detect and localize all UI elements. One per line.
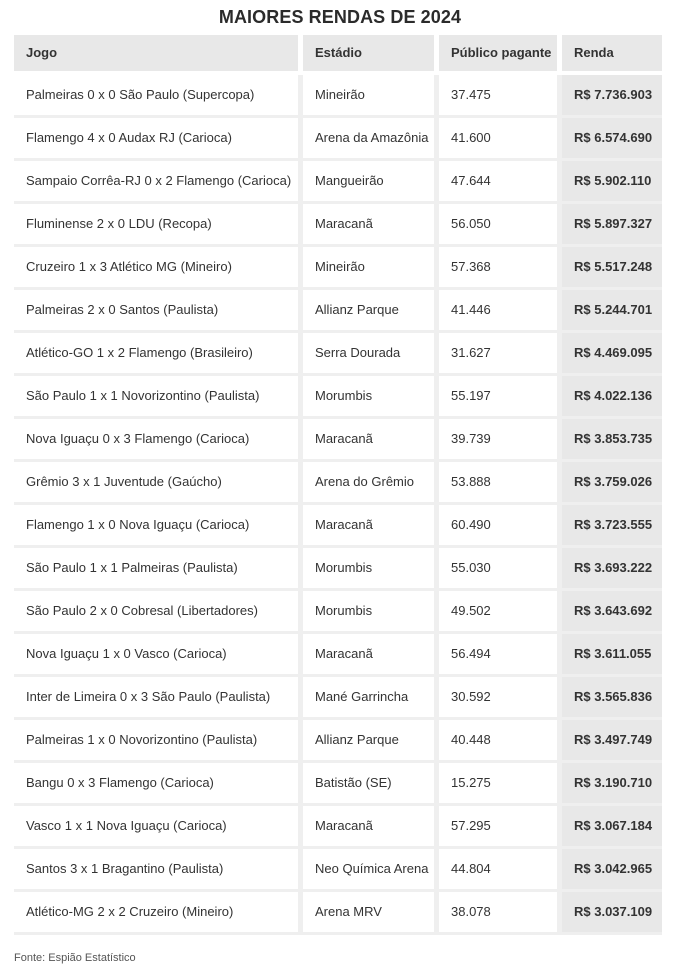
match-cell: São Paulo 1 x 1 Palmeiras (Paulista) xyxy=(14,548,298,588)
attendance-cell: 30.592 xyxy=(439,677,557,717)
stadium-cell: Serra Dourada xyxy=(303,333,434,373)
table-row xyxy=(14,247,662,287)
attendance-cell: 38.078 xyxy=(439,892,557,932)
revenue-cell: R$ 7.736.903 xyxy=(562,75,662,115)
column-header-renda: Renda xyxy=(562,35,662,71)
stadium-cell: Batistão (SE) xyxy=(303,763,434,803)
table-header-row xyxy=(14,35,662,71)
stadium-cell: Mineirão xyxy=(303,247,434,287)
attendance-cell: 40.448 xyxy=(439,720,557,760)
table-row xyxy=(14,591,662,631)
revenue-cell: R$ 3.693.222 xyxy=(562,548,662,588)
match-cell: Cruzeiro 1 x 3 Atlético MG (Mineiro) xyxy=(14,247,298,287)
match-cell: Flamengo 4 x 0 Audax RJ (Carioca) xyxy=(14,118,298,158)
table-row xyxy=(14,204,662,244)
table-row xyxy=(14,677,662,717)
revenue-cell: R$ 5.517.248 xyxy=(562,247,662,287)
attendance-cell: 55.197 xyxy=(439,376,557,416)
revenue-cell: R$ 3.759.026 xyxy=(562,462,662,502)
attendance-cell: 49.502 xyxy=(439,591,557,631)
revenue-cell: R$ 5.902.110 xyxy=(562,161,662,201)
stadium-cell: Arena do Grêmio xyxy=(303,462,434,502)
match-cell: Nova Iguaçu 0 x 3 Flamengo (Carioca) xyxy=(14,419,298,459)
match-cell: Bangu 0 x 3 Flamengo (Carioca) xyxy=(14,763,298,803)
revenue-cell: R$ 5.897.327 xyxy=(562,204,662,244)
table-row xyxy=(14,806,662,846)
revenue-cell: R$ 3.042.965 xyxy=(562,849,662,889)
match-cell: São Paulo 2 x 0 Cobresal (Libertadores) xyxy=(14,591,298,631)
stadium-cell: Arena da Amazônia xyxy=(303,118,434,158)
stadium-cell: Arena MRV xyxy=(303,892,434,932)
stadium-cell: Maracanã xyxy=(303,806,434,846)
attendance-cell: 56.494 xyxy=(439,634,557,674)
attendance-cell: 53.888 xyxy=(439,462,557,502)
attendance-cell: 31.627 xyxy=(439,333,557,373)
attendance-cell: 47.644 xyxy=(439,161,557,201)
revenue-cell: R$ 3.497.749 xyxy=(562,720,662,760)
attendance-cell: 15.275 xyxy=(439,763,557,803)
table-row xyxy=(14,290,662,330)
source-credit: Fonte: Espião Estatístico xyxy=(14,952,136,964)
match-cell: Fluminense 2 x 0 LDU (Recopa) xyxy=(14,204,298,244)
stadium-cell: Allianz Parque xyxy=(303,290,434,330)
revenue-cell: R$ 4.022.136 xyxy=(562,376,662,416)
stadium-cell: Maracanã xyxy=(303,505,434,545)
stadium-cell: Mangueirão xyxy=(303,161,434,201)
match-cell: Sampaio Corrêa-RJ 0 x 2 Flamengo (Carioca) xyxy=(14,161,298,201)
match-cell: Flamengo 1 x 0 Nova Iguaçu (Carioca) xyxy=(14,505,298,545)
match-cell: Atlético-GO 1 x 2 Flamengo (Brasileiro) xyxy=(14,333,298,373)
attendance-cell: 55.030 xyxy=(439,548,557,588)
column-header-publico: Público pagante xyxy=(439,35,557,71)
match-cell: Nova Iguaçu 1 x 0 Vasco (Carioca) xyxy=(14,634,298,674)
table-row xyxy=(14,118,662,158)
stadium-cell: Morumbis xyxy=(303,376,434,416)
table-row xyxy=(14,548,662,588)
table-row xyxy=(14,419,662,459)
column-header-jogo: Jogo xyxy=(14,35,298,71)
match-cell: Palmeiras 2 x 0 Santos (Paulista) xyxy=(14,290,298,330)
table-row xyxy=(14,462,662,502)
revenue-cell: R$ 3.723.555 xyxy=(562,505,662,545)
match-cell: Grêmio 3 x 1 Juventude (Gaúcho) xyxy=(14,462,298,502)
table-row xyxy=(14,720,662,760)
table-row xyxy=(14,161,662,201)
table-row xyxy=(14,75,662,115)
attendance-cell: 37.475 xyxy=(439,75,557,115)
table-row xyxy=(14,763,662,803)
revenue-cell: R$ 3.611.055 xyxy=(562,634,662,674)
match-cell: Inter de Limeira 0 x 3 São Paulo (Paulista) xyxy=(14,677,298,717)
revenue-cell: R$ 4.469.095 xyxy=(562,333,662,373)
page-title: MAIORES RENDAS DE 2024 xyxy=(218,7,462,27)
table-body xyxy=(14,75,662,935)
stadium-cell: Mineirão xyxy=(303,75,434,115)
attendance-cell: 41.446 xyxy=(439,290,557,330)
revenues-table xyxy=(14,35,662,935)
revenue-cell: R$ 3.565.836 xyxy=(562,677,662,717)
match-cell: Santos 3 x 1 Bragantino (Paulista) xyxy=(14,849,298,889)
table-row xyxy=(14,634,662,674)
stadium-cell: Morumbis xyxy=(303,548,434,588)
stadium-cell: Maracanã xyxy=(303,634,434,674)
revenue-cell: R$ 6.574.690 xyxy=(562,118,662,158)
revenue-cell: R$ 5.244.701 xyxy=(562,290,662,330)
match-cell: Vasco 1 x 1 Nova Iguaçu (Carioca) xyxy=(14,806,298,846)
attendance-cell: 41.600 xyxy=(439,118,557,158)
stadium-cell: Maracanã xyxy=(303,204,434,244)
match-cell: Palmeiras 1 x 0 Novorizontino (Paulista) xyxy=(14,720,298,760)
table-row xyxy=(14,849,662,889)
revenue-cell: R$ 3.037.109 xyxy=(562,892,662,932)
stadium-cell: Allianz Parque xyxy=(303,720,434,760)
attendance-cell: 44.804 xyxy=(439,849,557,889)
attendance-cell: 57.368 xyxy=(439,247,557,287)
match-cell: São Paulo 1 x 1 Novorizontino (Paulista) xyxy=(14,376,298,416)
attendance-cell: 56.050 xyxy=(439,204,557,244)
revenue-cell: R$ 3.067.184 xyxy=(562,806,662,846)
revenue-cell: R$ 3.643.692 xyxy=(562,591,662,631)
table-row xyxy=(14,333,662,373)
revenue-cell: R$ 3.190.710 xyxy=(562,763,662,803)
stadium-cell: Maracanã xyxy=(303,419,434,459)
match-cell: Atlético-MG 2 x 2 Cruzeiro (Mineiro) xyxy=(14,892,298,932)
table-row xyxy=(14,505,662,545)
attendance-cell: 60.490 xyxy=(439,505,557,545)
stadium-cell: Neo Química Arena xyxy=(303,849,434,889)
attendance-cell: 39.739 xyxy=(439,419,557,459)
table-row xyxy=(14,376,662,416)
column-header-estadio: Estádio xyxy=(303,35,434,71)
attendance-cell: 57.295 xyxy=(439,806,557,846)
table-row xyxy=(14,892,662,932)
revenue-cell: R$ 3.853.735 xyxy=(562,419,662,459)
stadium-cell: Mané Garrincha xyxy=(303,677,434,717)
match-cell: Palmeiras 0 x 0 São Paulo (Supercopa) xyxy=(14,75,298,115)
stadium-cell: Morumbis xyxy=(303,591,434,631)
